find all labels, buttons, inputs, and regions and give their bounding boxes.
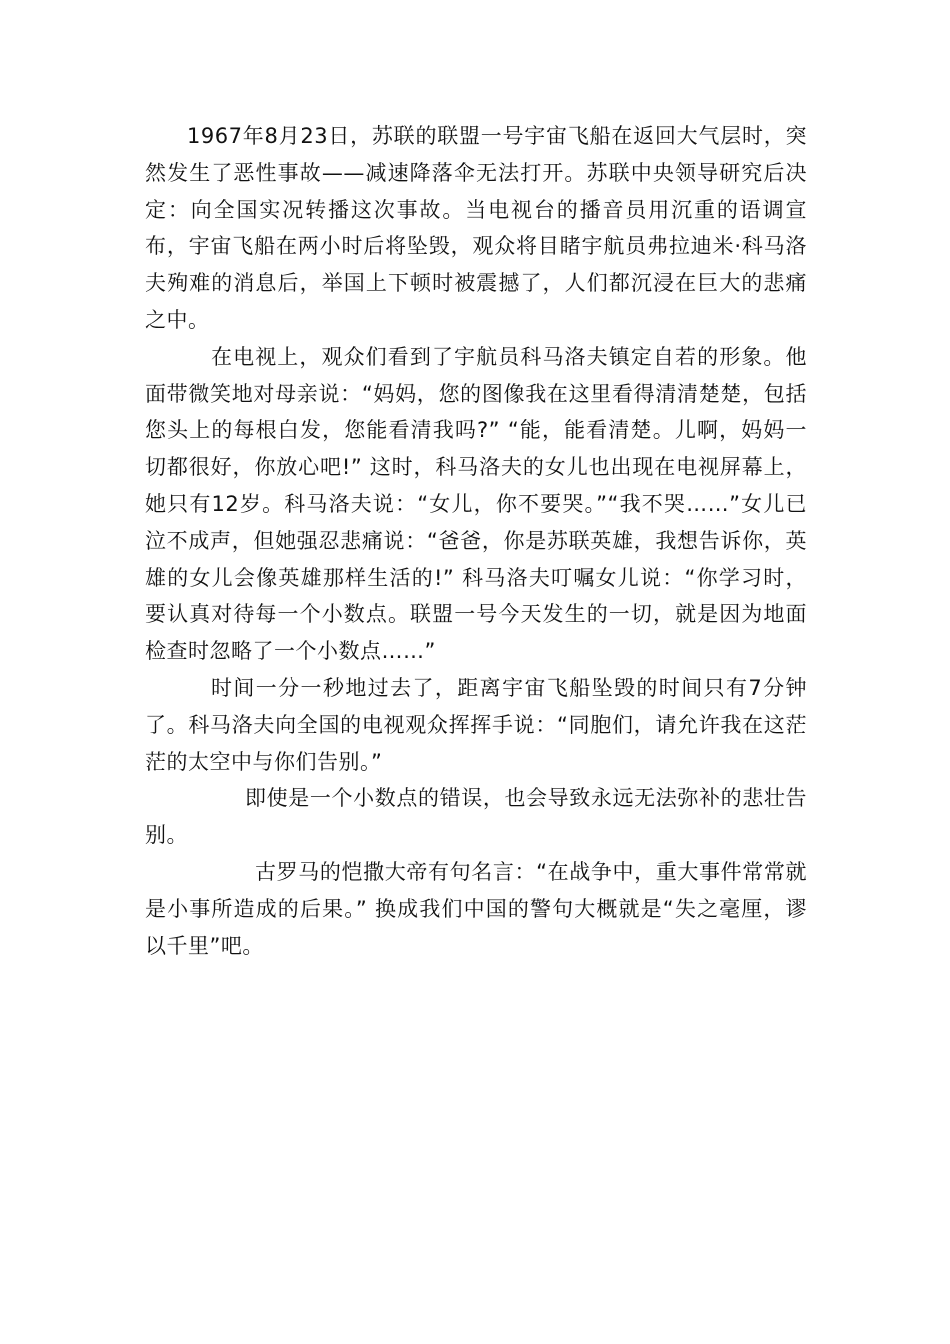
paragraph-soyuz-accident: 1967年8月23日，苏联的联盟一号宇宙飞船在返回大气层时，突然发生了恶性事故——减速降落伞无法打开。苏联中央领导研究后决定：向全国实况转播这次事故。当电视台的播音员用沉重的语调宣布，宇宙飞船在两小时后将坠毁，观众将目睹宇航员弗拉迪米·科马洛夫殉难的消息后，举国上下顿时被震撼了，人们都沉浸在巨大的悲痛之中。 [145, 124, 807, 332]
paragraph-final-minutes: 时间一分一秒地过去了，距离宇宙飞船坠毁的时间只有7分钟了。科马洛夫向全国的电视观众挥挥手说：“同胞们，请允许我在这茫茫的太空中与你们告别。” [145, 675, 807, 774]
document-body [145, 118, 807, 964]
paragraph-tv-farewell: 在电视上，观众们看到了宇航员科马洛夫镇定自若的形象。他面带微笑地对母亲说：“妈妈，您的图像我在这里看得清清楚楚，包括您头上的每根白发，您能看清我吗?” “能，能看清楚。儿啊，妈妈一切都很好，你放心吧!” 这时，科马洛夫的女儿也出现在电视屏幕上，她只有12岁。科马洛夫说：“女儿，你不要哭。”“我不哭……”女儿已泣不成声，但她强忍悲痛说：“爸爸，你是苏联英雄，我想告诉你，英雄的女儿会像英雄那样生活的!” 科马洛夫叮嘱女儿说：“你学习时，要认真对待每一个小数点。联盟一号今天发生的一切，就是因为地面检查时忽略了一个小数点……” [145, 344, 807, 664]
paragraph-decimal-lesson: 即使是一个小数点的错误，也会导致永远无法弥补的悲壮告别。 [145, 786, 807, 848]
paragraph-caesar-quote: 古罗马的恺撒大帝有句名言：“在战争中，重大事件常常就是小事所造成的后果。” 换成我们中国的警句大概就是“失之毫厘，谬以千里”吧。 [145, 859, 807, 958]
